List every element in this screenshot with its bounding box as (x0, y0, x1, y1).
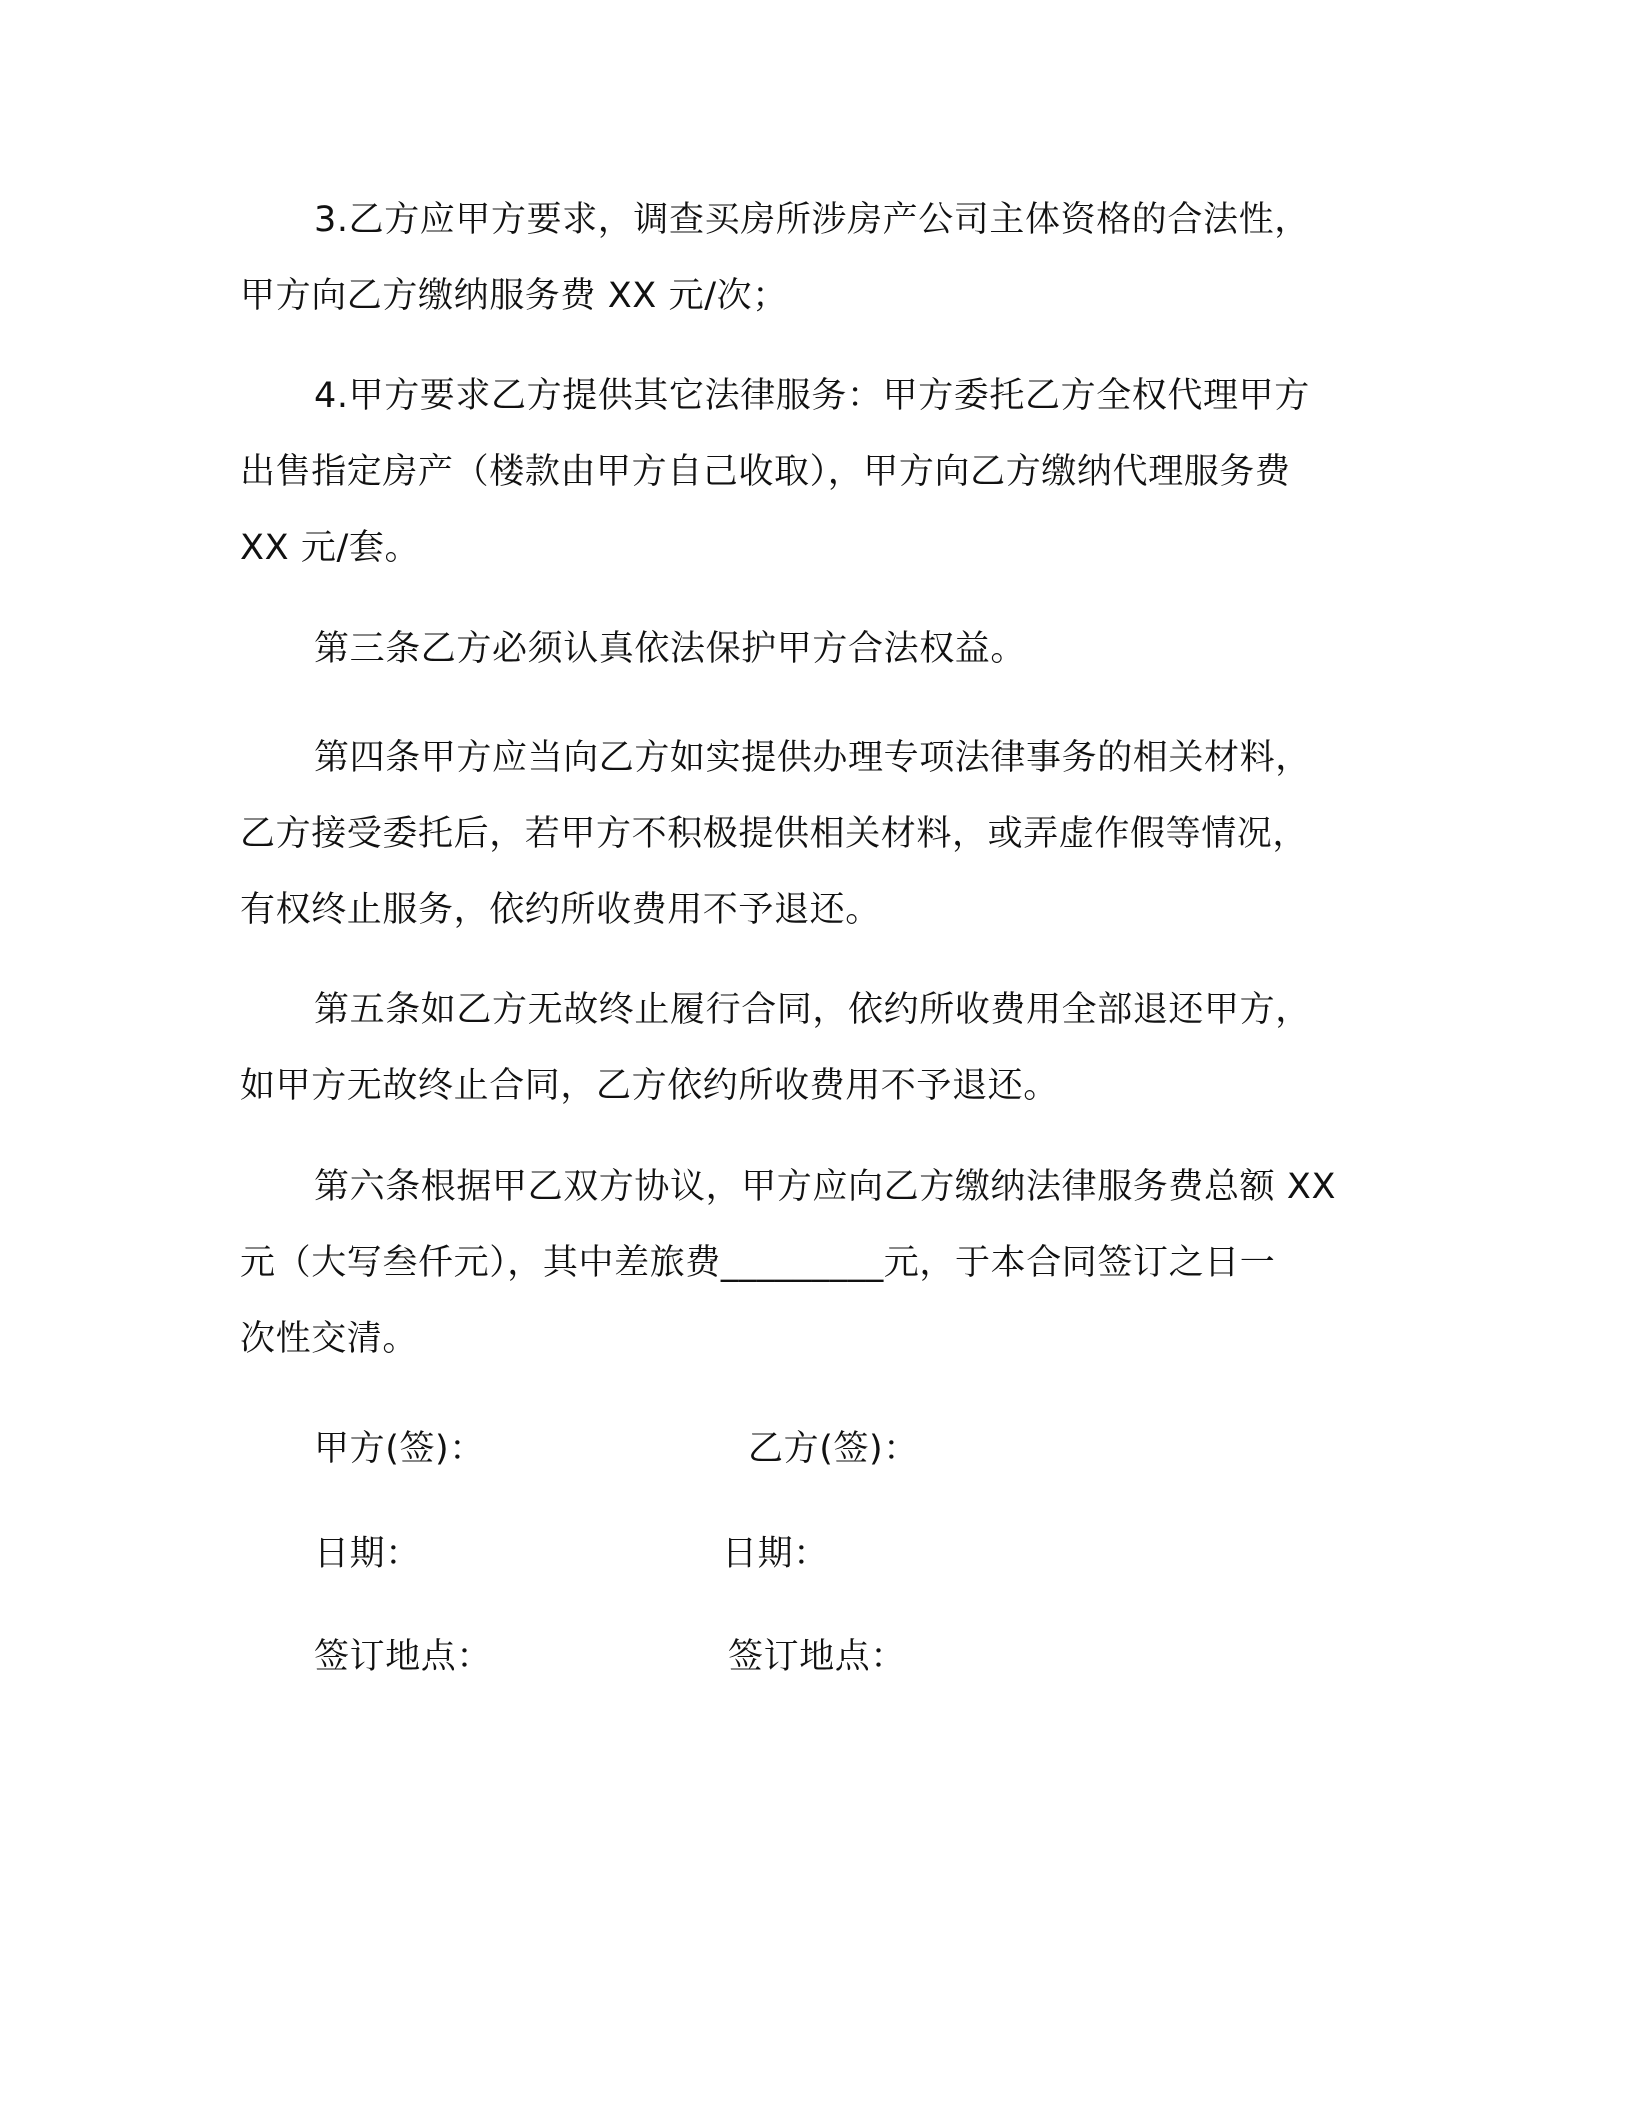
article-4-line-3: 有权终止服务，依约所收费用不予退还。 (240, 890, 881, 930)
party-b-place-label: 签订地点： (728, 1637, 907, 1677)
party-a-place-label: 签订地点： (314, 1637, 493, 1677)
party-b-signature-label: 乙方(签)： (748, 1429, 919, 1469)
party-b-date-label: 日期： (722, 1534, 829, 1574)
party-a-signature-label: 甲方(签)： (314, 1429, 485, 1469)
clause-3-line-1: 3.乙方应甲方要求，调查买房所涉房产公司主体资格的合法性， (314, 200, 1310, 240)
article-6-line-3: 次性交清。 (240, 1319, 419, 1359)
article-3-line-1: 第三条乙方必须认真依法保护甲方合法权益。 (314, 629, 1027, 669)
clause-3-line-2: 甲方向乙方缴纳服务费 XX 元/次； (240, 276, 788, 316)
party-a-date-label: 日期： (314, 1534, 421, 1574)
article-4-line-1: 第四条甲方应当向乙方如实提供办理专项法律事务的相关材料， (314, 738, 1311, 778)
clause-4-line-1: 4.甲方要求乙方提供其它法律服务：甲方委托乙方全权代理甲方 (314, 376, 1310, 416)
article-6-line-1: 第六条根据甲乙双方协议，甲方应向乙方缴纳法律服务费总额 XX (314, 1167, 1337, 1207)
clause-4-line-3: XX 元/套。 (240, 528, 421, 568)
clause-4-line-2: 出售指定房产（楼款由甲方自己收取），甲方向乙方缴纳代理服务费 (240, 452, 1291, 492)
article-6-line-2: 元（大写叁仟元），其中差旅费_________元，于本合同签订之日一 (240, 1243, 1276, 1283)
article-5-line-2: 如甲方无故终止合同，乙方依约所收费用不予退还。 (240, 1066, 1059, 1106)
article-4-line-2: 乙方接受委托后，若甲方不积极提供相关材料，或弄虚作假等情况， (240, 814, 1309, 854)
article-5-line-1: 第五条如乙方无故终止履行合同，依约所收费用全部退还甲方， (314, 990, 1311, 1030)
